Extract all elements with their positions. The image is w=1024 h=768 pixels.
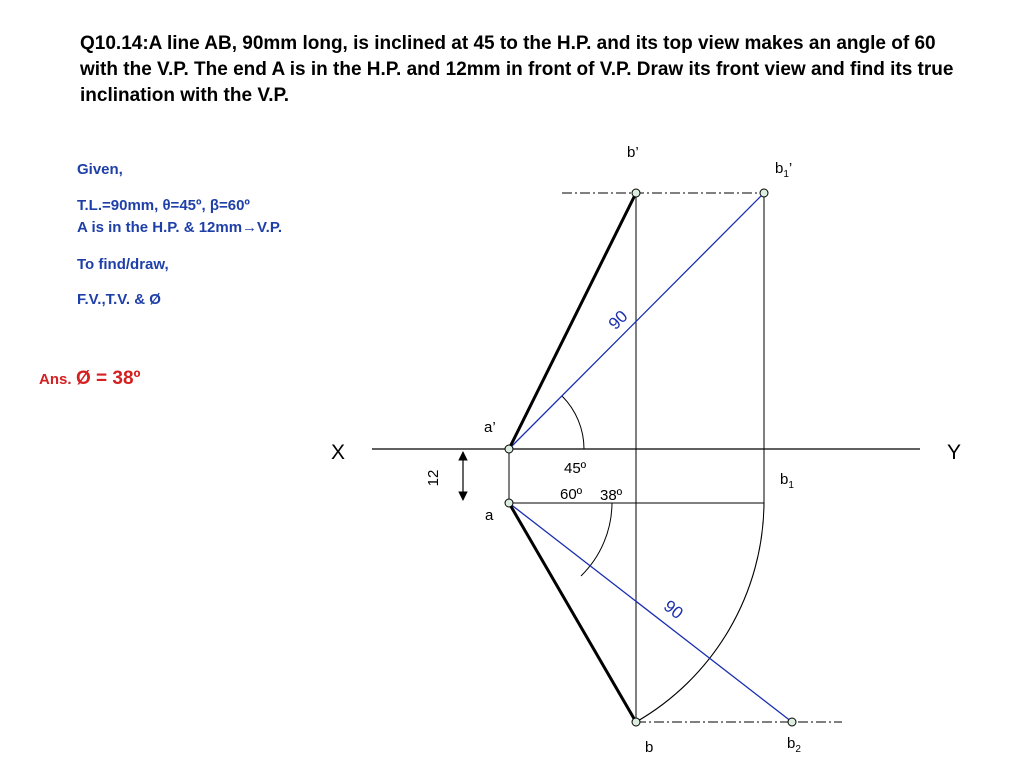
point-a-prime [505,445,513,453]
point-b2 [788,718,796,726]
points [505,189,796,726]
phi-angle-arc [581,503,612,576]
point-a [505,499,513,507]
phi-angle-label: 38º [600,487,623,504]
point-b-prime [632,189,640,197]
given-heading: Given, [77,161,123,178]
point-b1-prime-label: $b_1$’ [775,160,793,180]
given-values: T.L.=90mm, θ=45º, β=60º [77,197,250,214]
to-find-heading: To find/draw, [77,256,169,273]
point-b-label: b [645,739,654,756]
swing-arc [636,503,764,722]
true-length-line-top [509,503,792,722]
point-a-prime-label: a’ [484,419,496,436]
answer-value: Ø = 38º [75,368,141,389]
theta-angle-arc [562,396,584,449]
given-position: A is in the H.P. & 12mm→V.P. [77,219,283,236]
point-b1-prime [760,189,768,197]
axis-x-label: X [331,441,346,464]
beta-angle-label: 60º [560,486,583,503]
to-find-items: F.V.,T.V. & Ø [77,291,161,308]
point-b1-label: $b_1$ [780,471,794,491]
point-b [632,718,640,726]
top-view-line [509,503,636,722]
answer-label: Ans. [39,371,72,388]
point-a-label: a [485,507,494,524]
theta-angle-label: 45º [564,460,587,477]
axis-y-label: Y [947,441,962,464]
dimension-12-label: 12 [425,469,442,487]
point-b-prime-label: b’ [627,144,639,161]
true-length-front-label: 90 [604,306,632,334]
point-b2-label: $b_2$ [787,735,801,755]
true-length-top-label: 90 [660,596,687,623]
question-text: Q10.14:A line AB, 90mm long, is inclined at 45 to the H.P. and its top view makes an angle of 60 with the V.P. The end A is in the H.P. and 12mm in front of V.P. Draw its front view and find its true inclination with the V.P. [80,33,954,106]
